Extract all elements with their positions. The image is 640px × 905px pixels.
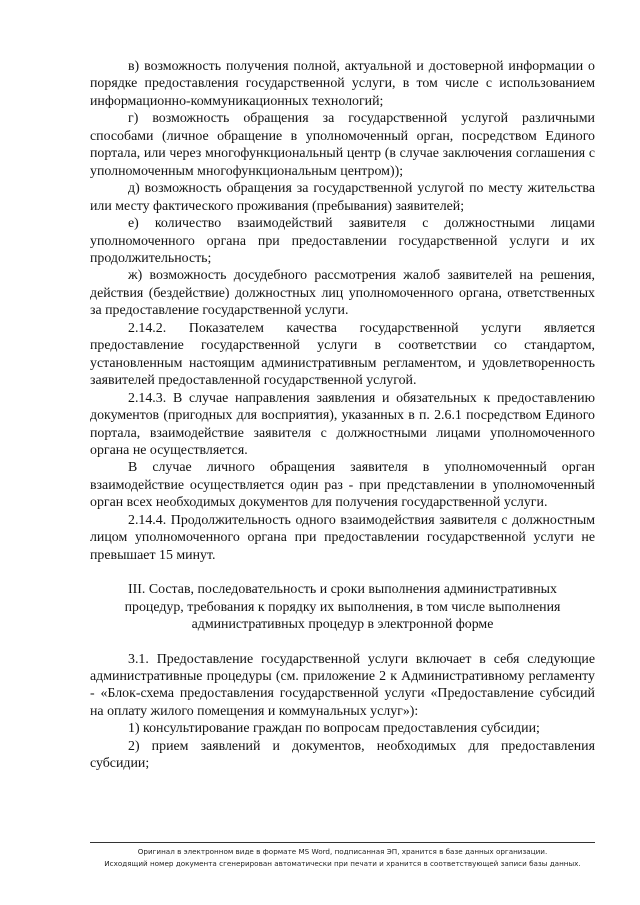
paragraph-v: в) возможность получения полной, актуальной и достоверной информации о порядке предоставления государственной услуги, в том числе с использованием информационно-коммуникационных технологий; [90,59,595,109]
paragraph-3-1: 3.1. Предоставление государственной услуги включает в себя следующие административные процедуры (см. приложение 2 к Административному регламенту - «Блок-схема предоставления государственной услуги «Предоставление субсидий на оплату жилого помещения и коммунальных услуг»): [90,651,595,719]
paragraph-e: е) количество взаимодействий заявителя с должностными лицами уполномоченного органа при предоставлении государственной услуги и их продолжительность; [90,216,595,266]
paragraph-2-14-3: 2.14.3. В случае направления заявления и обязательных к предоставлению документов (пригодных для восприятия), указанных в п. 2.6.1 посредством Единого портала, взаимодействие заявителя с должностными лицами уполномоченного органа не осуществляется. [90,390,595,458]
footer-line-2: Исходящий номер документа сгенерирован автоматически при печати и хранится в соответствующей записи базы данных. [104,859,581,868]
footer-line-1: Оригинал в электронном виде в формате MS Word, подписанная ЭП, хранится в базе данных организации. [137,847,548,856]
page-footer [90,842,595,870]
section-heading: III. Состав, последовательность и сроки выполнения административных процедур, требования к порядку их выполнения, в том числе выполнения административных процедур в электронной форме [124,582,561,633]
paragraph-2-14-4: 2.14.4. Продолжительность одного взаимодействия заявителя с должностным лицом уполномоченного органа при предоставлении государственной услуги не превышает 15 минут. [90,512,595,563]
body-after-heading [90,651,595,773]
paragraph-zh: ж) возможность досудебного рассмотрения жалоб заявителей на решения, действия (бездействие) должностных лиц уполномоченного органа, ответственных за предоставление государственной услуги. [90,268,595,319]
body-before-heading [90,58,595,564]
paragraph-d: д) возможность обращения за государственной услугой по месту жительства или месту фактического проживания (пребывания) заявителей; [90,181,595,214]
paragraph-2-14-2: 2.14.2. Показателем качества государственной услуги является предоставление государственной услуги в соответствии со стандартом, установленным настоящим административным регламентом, и удовлетворенность заявителей предоставленной государственной услугой. [90,320,595,389]
paragraph-item-1: 1) консультирование граждан по вопросам предоставления субсидии; [128,721,540,737]
document-page [90,58,595,773]
paragraph-item-2: 2) прием заявлений и документов, необходимых для предоставления субсидии; [90,738,595,772]
paragraph-personal-visit: В случае личного обращения заявителя в уполномоченный орган взаимодействие осуществляется один раз - при представлении в уполномоченный орган всех необходимых документов для получения государственной услуги. [90,460,595,511]
paragraph-g: г) возможность обращения за государственной услугой различными способами (личное обращение в уполномоченный орган, посредством Единого портала, или через многофункциональный центр (в случае заключения соглашения с уполномоченным многофункциональным центром)); [90,111,595,179]
